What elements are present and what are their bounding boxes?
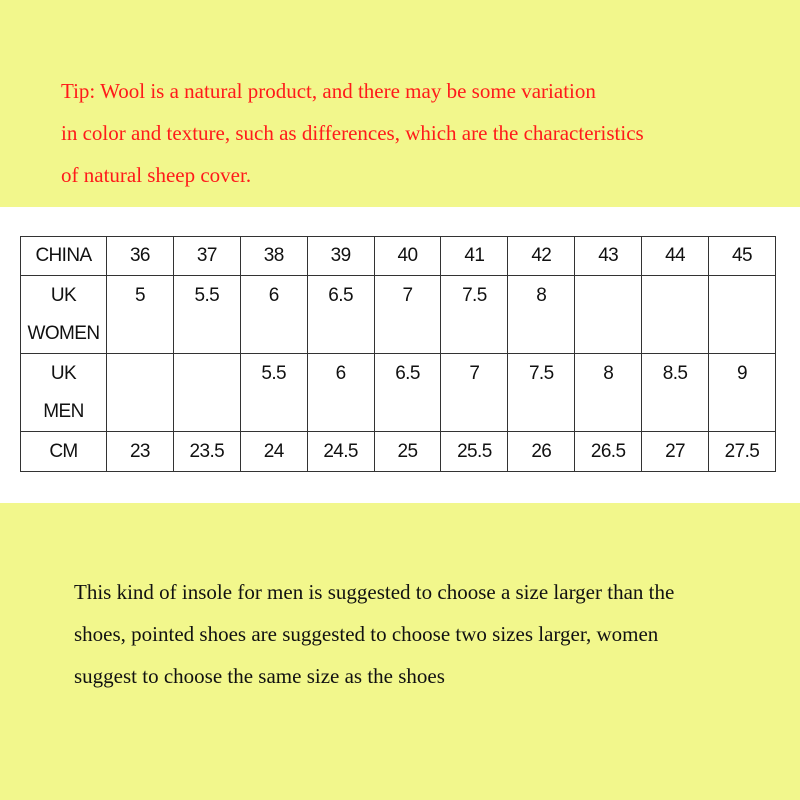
row-label-line: UK [50, 362, 77, 384]
table-cell: 7 [374, 276, 441, 354]
table-cell [173, 354, 240, 432]
table-cell: 42 [508, 237, 575, 276]
table-cell: 27.5 [709, 432, 776, 472]
table-cell: 39 [307, 237, 374, 276]
row-label-uk-women [21, 276, 107, 354]
table-cell: 23 [107, 432, 174, 472]
table-cell: 5.5 [240, 354, 307, 432]
table-cell [709, 276, 776, 354]
table-row-china [21, 237, 776, 276]
table-cell: 45 [709, 237, 776, 276]
row-label-china: CHINA [21, 237, 107, 276]
note-line-2: shoes, pointed shoes are suggested to choose two sizes larger, women [74, 622, 659, 646]
table-cell: 26 [508, 432, 575, 472]
table-cell [107, 354, 174, 432]
table-cell: 27 [642, 432, 709, 472]
row-label-cm: CM [21, 432, 107, 472]
table-cell: 38 [240, 237, 307, 276]
table-cell: 8 [575, 354, 642, 432]
tip-paragraph [61, 70, 781, 196]
table-cell: 5.5 [173, 276, 240, 354]
table-cell: 25.5 [441, 432, 508, 472]
table-cell: 6.5 [307, 276, 374, 354]
sizing-note-paragraph [74, 571, 789, 697]
table-cell: 6.5 [374, 354, 441, 432]
table-cell: 24.5 [307, 432, 374, 472]
table-cell [575, 276, 642, 354]
table-cell: 7.5 [441, 276, 508, 354]
table-cell: 8 [508, 276, 575, 354]
table-cell: 8.5 [642, 354, 709, 432]
table-row-uk-men [21, 354, 776, 432]
table-cell: 36 [107, 237, 174, 276]
note-line-3: suggest to choose the same size as the shoes [74, 664, 445, 688]
table-row-cm [21, 432, 776, 472]
table-cell: 41 [441, 237, 508, 276]
table-cell: 7 [441, 354, 508, 432]
table-cell [642, 276, 709, 354]
row-label-line: WOMEN [27, 322, 100, 344]
row-label-uk-men [21, 354, 107, 432]
table-cell: 25 [374, 432, 441, 472]
table-cell: 26.5 [575, 432, 642, 472]
table-cell: 24 [240, 432, 307, 472]
tip-line-2: in color and texture, such as differences, which are the characteristics [61, 121, 644, 145]
table-cell: 37 [173, 237, 240, 276]
table-cell: 9 [709, 354, 776, 432]
table-cell: 6 [240, 276, 307, 354]
size-chart-table [20, 236, 776, 472]
table-row-uk-women [21, 276, 776, 354]
note-line-1: This kind of insole for men is suggested to choose a size larger than the [74, 580, 675, 604]
tip-line-3: of natural sheep cover. [61, 163, 252, 187]
table-cell: 43 [575, 237, 642, 276]
table-cell: 7.5 [508, 354, 575, 432]
table-cell: 5 [107, 276, 174, 354]
row-label-line: UK [50, 284, 77, 306]
table-cell: 44 [642, 237, 709, 276]
row-label-line: MEN [43, 400, 84, 422]
table-cell: 40 [374, 237, 441, 276]
table-cell: 23.5 [173, 432, 240, 472]
tip-line-1: Tip: Wool is a natural product, and there may be some variation [61, 79, 596, 103]
table-cell: 6 [307, 354, 374, 432]
